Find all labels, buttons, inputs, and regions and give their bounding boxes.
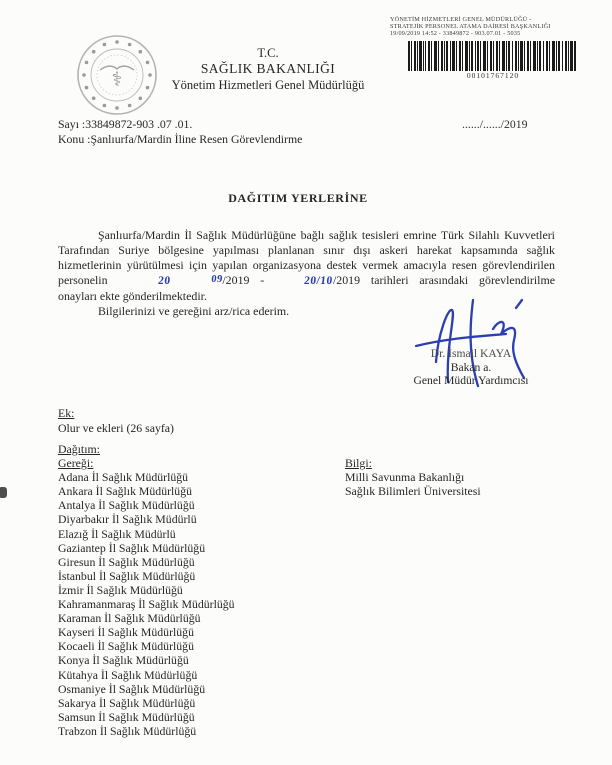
body-printed-mid: /2019 - (222, 273, 265, 287)
list-item: Ankara İl Sağlık Müdürlüğü (58, 484, 193, 499)
list-item: İstanbul İl Sağlık Müdürlüğü (58, 568, 196, 583)
bilgi-list (345, 470, 481, 498)
distribution-block (58, 442, 235, 738)
list-item: Karaman İl Sağlık Müdürlüğü (58, 611, 201, 626)
signature-block (386, 296, 556, 388)
barcode-header-line1: YÖNETİM HİZMETLERİ GENEL MÜDÜRLÜĞÜ - (390, 16, 532, 23)
recipient-heading: DAĞITIM YERLERİNE (228, 191, 368, 205)
list-item: Sakarya İl Sağlık Müdürlüğü (58, 695, 196, 710)
sayi-line: Sayı :33849872-903 .07 .01. (58, 117, 193, 131)
handwritten-end-date: 20/10 (303, 275, 334, 287)
geregi-label: Gereği: (58, 456, 94, 471)
meta-block (58, 117, 302, 146)
body-printed-tail: /2019 tarihleri arasındaki görevlendirilme onayları ekte gönderilmektedir. (58, 273, 555, 303)
konu-line: Konu :Şanlıurfa/Mardin İline Resen Görevlendirme (58, 131, 303, 146)
signer-title-1: Bakan a. (450, 360, 492, 374)
list-item: Milli Savunma Bakanlığı (345, 470, 465, 485)
barcode-header-line3: 19/09/2019 14:52 - 33849872 - 903.07.01 - 5035 (390, 30, 521, 38)
barcode-icon (408, 41, 578, 71)
signature-text (386, 347, 556, 388)
svg-text:⚕: ⚕ (111, 67, 123, 91)
letterhead (118, 46, 418, 93)
list-item: Gaziantep İl Sağlık Müdürlüğü (58, 540, 206, 555)
list-item: Konya İl Sağlık Müdürlüğü (58, 653, 189, 668)
scan-artifact (0, 487, 7, 498)
list-item: Sağlık Bilimleri Üniversitesi (345, 484, 481, 499)
geregi-list (58, 470, 235, 738)
handwritten-start-month: 09 (210, 274, 224, 285)
barcode-block (390, 16, 600, 80)
list-item: Kütahya İl Sağlık Müdürlüğü (58, 667, 198, 682)
bilgi-label: Bilgi: (345, 456, 372, 470)
list-item: Adana İl Sağlık Müdürlüğü (58, 470, 189, 485)
attachments-label: Ek: (58, 406, 75, 420)
bilgi-block (345, 456, 481, 498)
list-item: Osmaniye İl Sağlık Müdürlüğü (58, 681, 206, 696)
list-item: Kahramanmaraş İl Sağlık Müdürlüğü (58, 597, 235, 612)
attachments-block (58, 406, 174, 435)
list-item: Elazığ İl Sağlık Müdürlü (58, 526, 176, 541)
barcode-number: 00101767120 (466, 70, 520, 80)
date-placeholder: ....../....../2019 (462, 117, 528, 131)
list-item: İzmir İl Sağlık Müdürlüğü (58, 582, 183, 597)
letterhead-directorate: Yönetim Hizmetleri Genel Müdürlüğü (171, 78, 365, 92)
attachments-value: Olur ve ekleri (26 sayfa) (58, 420, 174, 435)
signer-title-2: Genel Müdür Yardımcısı (413, 374, 529, 388)
list-item: Giresun İl Sağlık Müdürlüğü (58, 554, 195, 569)
list-item: Samsun İl Sağlık Müdürlüğü (58, 709, 195, 724)
handwritten-start-day: 20 (157, 275, 172, 287)
signer-name: Dr. İsmail KAYA (430, 347, 512, 361)
letterhead-tc: T.C. (257, 46, 279, 60)
list-item: Diyarbakır İl Sağlık Müdürlü (58, 512, 197, 527)
list-item: Kayseri İl Sağlık Müdürlüğü (58, 625, 194, 640)
body-paragraph (58, 228, 555, 304)
distribution-label: Dağıtım: (58, 442, 100, 456)
barcode-header-line2: STRATEJİK PERSONEL ATAMA DAİRESİ BAŞKANLIĞI (390, 23, 551, 31)
closing-line: Bilgilerinizi ve gereğini arz/rica ederim. (98, 304, 290, 318)
list-item: Kocaeli İl Sağlık Müdürlüğü (58, 639, 194, 654)
letterhead-ministry: SAĞLIK BAKANLIĞI (200, 61, 336, 76)
body-lead: Şanlıurfa/Mardin İl Sağlık Müdürlüğüne bağlı sağlık tesisleri emrine Türk Silahlı Kuvvetleri Tarafından Suriye bölgesine yapılması planlanan sınır dışı askeri harekat kapsamında sağlık hizmetlerinin yürütülmesi için yapılan organizasyona destek vermek amacıyla resen görevlendirilen personelin (58, 228, 555, 287)
list-item: Antalya İl Sağlık Müdürlüğü (58, 498, 195, 513)
list-item: Trabzon İl Sağlık Müdürlüğü (58, 723, 197, 738)
